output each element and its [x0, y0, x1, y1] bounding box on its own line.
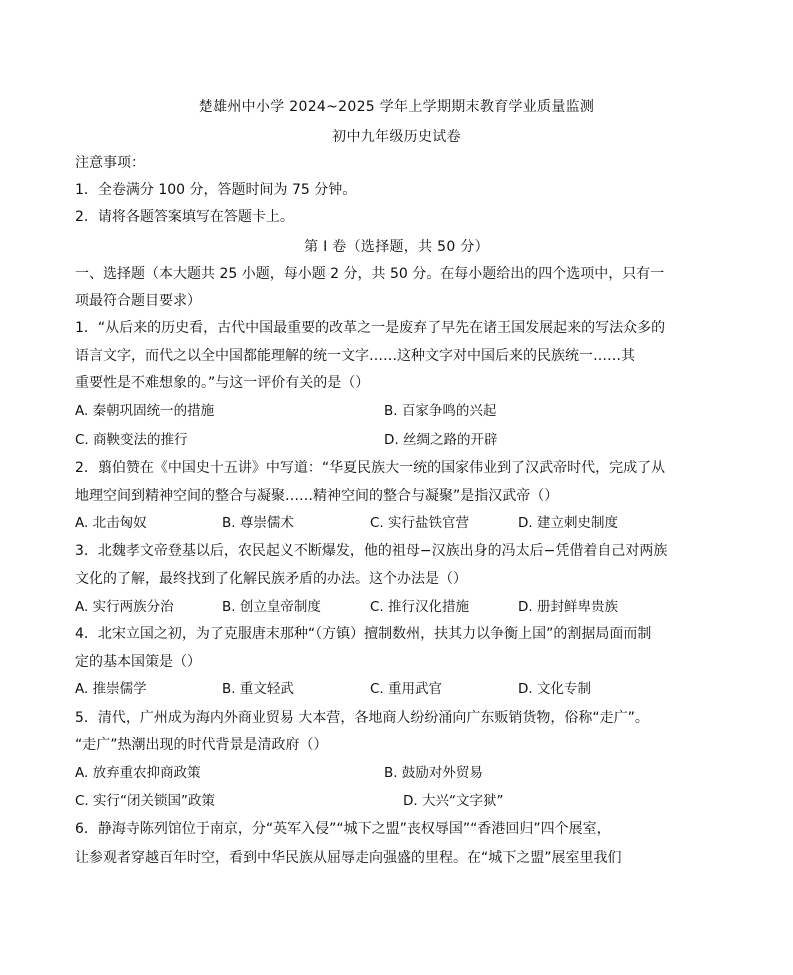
- question-1-stem: 语言文字，而代之以全中国都能理解的统一文字……这种文字对中国后来的民族统一……其: [75, 348, 635, 364]
- section-instruction: 项最符合题目要求）: [75, 293, 201, 309]
- question-2-option-a: A. 北击匈奴: [75, 515, 147, 531]
- question-4-option-a: A. 推崇儒学: [75, 681, 147, 697]
- question-2-option-b: B. 尊崇儒术: [222, 515, 294, 531]
- question-2-stem: 2．翦伯赞在《中国史十五讲》中写道：“华夏民族大一统的国家伟业到了汉武帝时代，完成了从: [75, 460, 666, 476]
- question-4-option-c: C. 重用武官: [370, 681, 443, 697]
- notice-item: 2．请将各题答案填写在答题卡上。: [75, 209, 294, 225]
- question-3-stem: 文化的了解，最终找到了化解民族矛盾的办法。这个办法是（）: [75, 571, 467, 587]
- notice-item: 1．全卷满分 100 分，答题时间为 75 分钟。: [75, 182, 357, 198]
- question-1-option-b: B. 百家争鸣的兴起: [384, 403, 497, 419]
- question-5-stem: “走广”热潮出现的时代背景是清政府（）: [75, 737, 328, 753]
- question-3-option-d: D. 册封鲜卑贵族: [518, 599, 618, 615]
- question-1-option-d: D. 丝绸之路的开辟: [384, 432, 498, 448]
- question-5-option-d: D. 大兴“文字狱”: [403, 793, 504, 809]
- question-3-option-c: C. 推行汉化措施: [370, 599, 470, 615]
- exam-subtitle: 初中九年级历史试卷: [332, 129, 461, 145]
- question-1-option-a: A. 秦朝巩固统一的措施: [75, 403, 215, 419]
- exam-title: 楚雄州中小学 2024~2025 学年上学期期末教育学业质量监测: [198, 99, 595, 115]
- question-4-stem: 定的基本国策是（）: [75, 654, 201, 670]
- question-3-option-a: A. 实行两族分治: [75, 599, 174, 615]
- question-3-stem: 3．北魏孝文帝登基以后，农民起义不断爆发，他的祖母−汉族出身的冯太后−凭借着自己对两族: [75, 543, 668, 559]
- question-4-stem: 4．北宋立国之初，为了克服唐末那种“（方镇）擅制数州，扶其力以争衡上国”的割据局面而制: [75, 626, 652, 642]
- question-5-option-b: B. 鼓励对外贸易: [384, 765, 483, 781]
- question-6-stem: 6．静海寺陈列馆位于南京，分“英军入侵”“城下之盟”丧权辱国”“香港回归”四个展室，: [75, 821, 611, 837]
- question-1-stem: 1．“从后来的历史看，古代中国最重要的改革之一是废弃了早先在诸王国发展起来的写法众多的: [75, 320, 666, 336]
- question-2-option-c: C. 实行盐铁官营: [370, 515, 470, 531]
- question-4-option-d: D. 文化专制: [518, 681, 591, 697]
- section-title: 第 I 卷（选择题，共 50 分）: [304, 239, 489, 255]
- question-5-stem: 5．清代，广州成为海内外商业贸易 大本营，各地商人纷纷涌向广东贩销货物，俗称“走广”。: [75, 710, 649, 726]
- section-instruction: 一、选择题（本大题共 25 小题，每小题 2 分，共 50 分。在每小题给出的四个选项中，只有一: [75, 266, 665, 282]
- question-2-stem: 地理空间到精神空间的整合与凝聚……精神空间的整合与凝聚”是指汉武帝（）: [75, 488, 559, 504]
- question-1-option-c: C. 商鞅变法的推行: [75, 432, 188, 448]
- question-6-stem: 让参观者穿越百年时空，看到中华民族从屈辱走向强盛的里程。在“城下之盟”展室里我们: [75, 850, 622, 866]
- notice-heading: 注意事项：: [75, 155, 145, 171]
- question-3-option-b: B. 创立皇帝制度: [222, 599, 321, 615]
- question-4-option-b: B. 重文轻武: [222, 681, 294, 697]
- question-2-option-d: D. 建立刺史制度: [518, 515, 618, 531]
- question-5-option-c: C. 实行“闭关锁国”政策: [75, 793, 215, 809]
- question-1-stem: 重要性是不难想象的。”与这一评价有关的是（）: [75, 375, 370, 391]
- question-5-option-a: A. 放弃重农抑商政策: [75, 765, 201, 781]
